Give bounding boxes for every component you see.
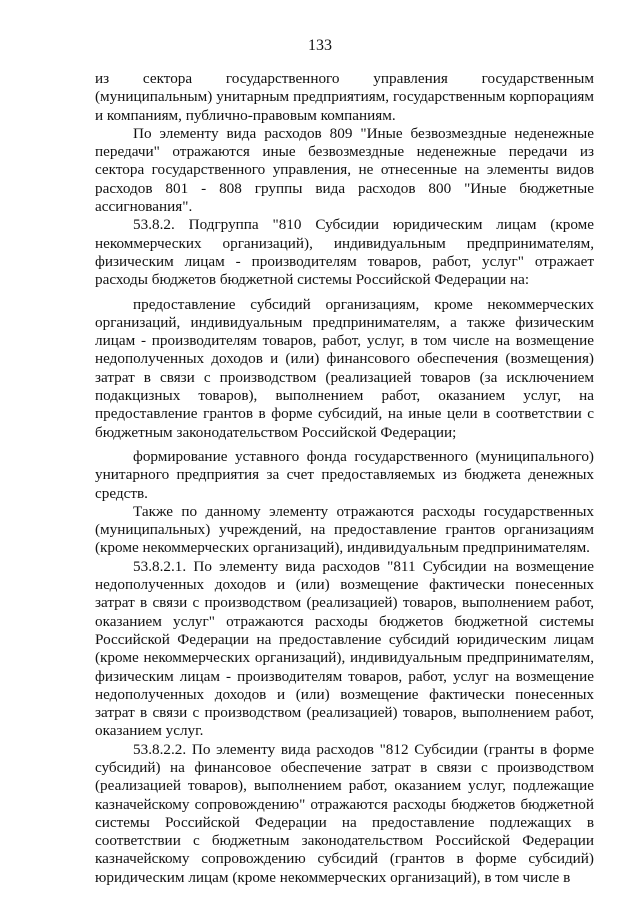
paragraph-53-8-2: 53.8.2. Подгруппа "810 Субсидии юридическим лицам (кроме некоммерческих организаций), индивидуальным предпринимателям, физическим лицам - производителям товаров, работ, услуг" отражает расходы бюджетов бюджетной системы Российской Федерации на: [95, 216, 594, 289]
paragraph-53-8-2-1: 53.8.2.1. По элементу вида расходов "811 Субсидии на возмещение недополученных доходов и (или) возмещение фактически понесенных затрат в связи с производством (реализацией) товаров, выполнением работ, оказанием услуг" отражаются расходы бюджетов бюджетной системы Российской Федерации на предоставление субсидий юридическим лицам (кроме некоммерческих организаций), индивидуальным предпринимателям, физическим лицам - производителям товаров, работ, услуг на возмещение недополученных доходов и (или) возмещение фактически понесенных затрат в связи с производством (реализацией) товаров, выполнением работ, оказанием услуг. [95, 557, 594, 740]
paragraph-809: По элементу вида расходов 809 "Иные безвозмездные неденежные передачи" отражаются иные безвозмездные неденежные передачи из сектора государственного управления, не отнесенные на элементы видов расходов 801 - 808 группы вида расходов 800 "Иные бюджетные ассигнования". [95, 124, 594, 216]
paragraph-53-8-2-2: 53.8.2.2. По элементу вида расходов "812 Субсидии (гранты в форме субсидий) на финансовое обеспечение затрат в связи с производством (реализацией товаров), выполнением работ, оказанием услуг, подлежащие казначейскому сопровождению" отражаются расходы бюджетов бюджетной системы Российской Федерации на предоставление подлежащих в соответствии с бюджетным законодательством Российской Федерации казначейскому сопровождению субсидий (грантов в форме субсидий) юридическим лицам (кроме некоммерческих организаций), в том числе в [95, 740, 594, 886]
paragraph-subsidies: предоставление субсидий организациям, кроме некоммерческих организаций, индивидуальным предпринимателям, а также физическим лицам - производителям товаров, работ, услуг, в том числе на возмещение недополученных доходов и (или) финансового обеспечения (возмещения) затрат в связи с производством (реализацией товаров (за исключением подакцизных товаров), выполнением работ, оказанием услуг, на предоставление грантов в форме субсидий, на иные цели в соответствии с бюджетным законодательством Российской Федерации; [95, 295, 594, 441]
paragraph-continuation: из сектора государственного управления государственным (муниципальным) унитарным предприятиям, государственным корпорациям и компаниям, публично-правовым компаниям. [95, 70, 594, 124]
paragraph-charter-fund: формирование уставного фонда государственного (муниципального) унитарного предприятия за счет предоставляемых из бюджета денежных средств. [95, 447, 594, 502]
document-body [95, 70, 594, 887]
paragraph-also: Также по данному элементу отражаются расходы государственных (муниципальных) учреждений, на предоставление грантов организациям (кроме некоммерческих организаций), индивидуальным предпринимателям. [95, 502, 594, 557]
page-number: 133 [308, 37, 332, 54]
